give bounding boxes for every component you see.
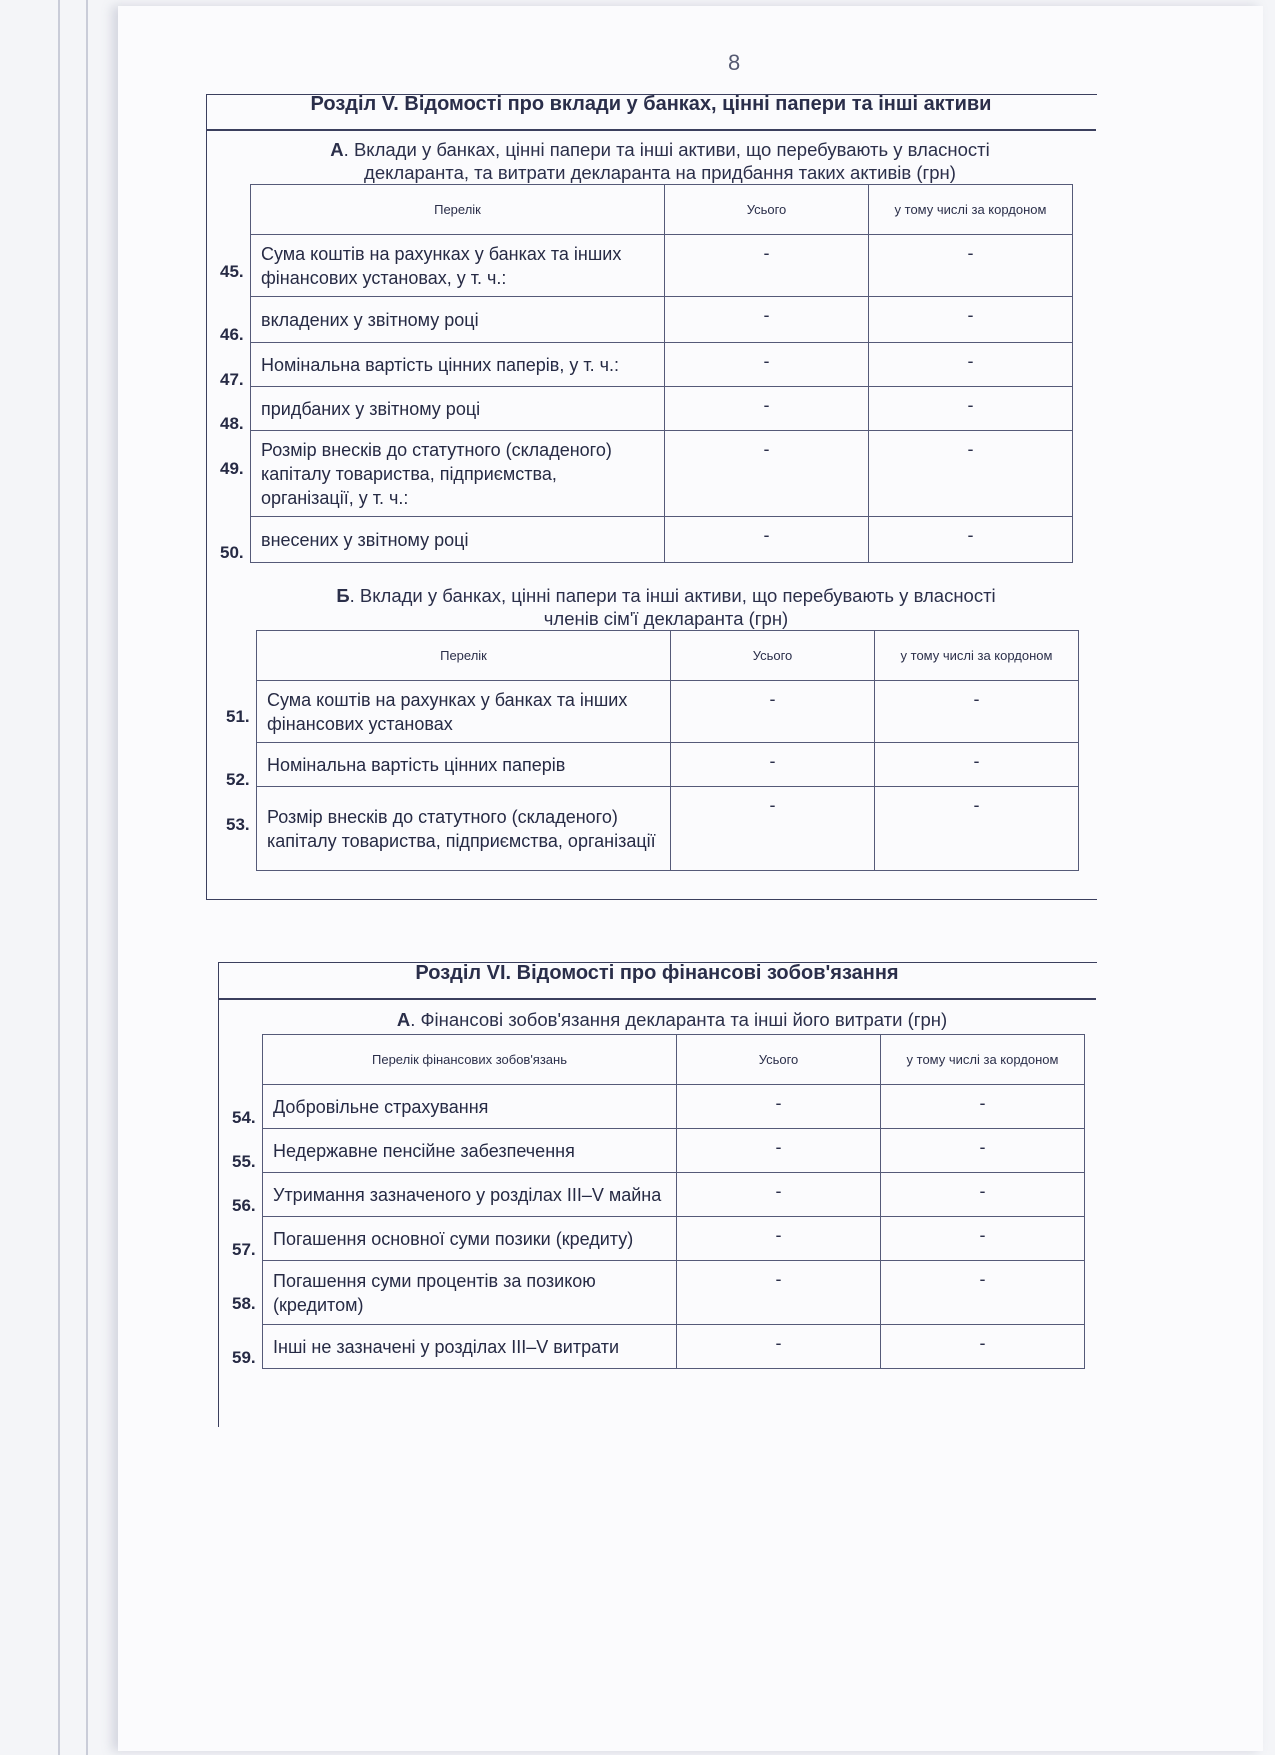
row-number: 55.	[232, 1152, 256, 1171]
row-number: 54.	[232, 1108, 256, 1127]
row-label: Недержавне пенсійне забезпечення	[263, 1129, 677, 1173]
row-abroad: -	[881, 1173, 1085, 1217]
section-5-title: Розділ V. Відомості про вклади у банках, цінні папери та інші активи	[310, 93, 992, 115]
section-5a-table	[250, 184, 1073, 563]
section-5a-title-line2: декларанта, та витрати декларанта на придбання таких активів (грн)	[364, 162, 956, 183]
row-total: -	[677, 1261, 881, 1325]
row-abroad: -	[869, 517, 1073, 563]
table-row	[263, 1173, 1085, 1217]
row-label: Добровільне страхування	[263, 1085, 677, 1129]
row-label: Сума коштів на рахунках у банках та інших фінансових установах	[257, 681, 671, 743]
row-total: -	[677, 1085, 881, 1129]
row-total: -	[677, 1173, 881, 1217]
row-abroad: -	[881, 1325, 1085, 1369]
row-total: -	[665, 235, 869, 297]
column-header-list: Перелік	[257, 631, 671, 681]
row-abroad: -	[869, 387, 1073, 431]
row-abroad: -	[881, 1261, 1085, 1325]
row-label: вкладених у звітному році	[251, 297, 665, 343]
column-header-total: Усього	[671, 631, 875, 681]
column-header-list: Перелік	[251, 185, 665, 235]
row-number: 52.	[226, 770, 250, 789]
section-5a-title-line1: . Вклади у банках, цінні папери та інші активи, що перебувають у власності	[343, 139, 990, 160]
row-number: 49.	[220, 459, 244, 478]
column-header-abroad: у тому числі за кордоном	[869, 185, 1073, 235]
table-row	[251, 235, 1073, 297]
part-letter: А	[396, 1009, 411, 1030]
section-6a-title-line1: . Фінансові зобов'язання декларанта та інші його витрати (грн)	[410, 1009, 948, 1030]
row-label: Утримання зазначеного у розділах III–V майна	[263, 1173, 677, 1217]
row-total: -	[671, 681, 875, 743]
row-number: 48.	[220, 414, 244, 433]
column-header-abroad: у тому числі за кордоном	[875, 631, 1079, 681]
section-5b-title-line2: членів сім'ї декларанта (грн)	[543, 608, 789, 629]
row-label: Розмір внесків до статутного (складеного) капіталу товариства, підприємства, організації, у т. ч.:	[251, 431, 665, 517]
page-number: 8	[728, 50, 741, 75]
part-letter: А	[330, 139, 344, 160]
row-abroad: -	[881, 1129, 1085, 1173]
row-total: -	[665, 517, 869, 563]
section-6-title: Розділ VI. Відомості про фінансові зобов'язання	[415, 962, 899, 984]
section-6a-table	[262, 1034, 1085, 1369]
row-abroad: -	[875, 681, 1079, 743]
row-label: Погашення суми процентів за позикою (кредитом)	[263, 1261, 677, 1325]
row-number: 50.	[220, 543, 244, 562]
row-total: -	[665, 431, 869, 517]
row-label: придбаних у звітному році	[251, 387, 665, 431]
table-row	[251, 343, 1073, 387]
paper-edge	[58, 0, 60, 1755]
section-5b-table	[256, 630, 1079, 871]
row-total: -	[671, 743, 875, 787]
row-total: -	[671, 787, 875, 871]
table-row	[257, 787, 1079, 871]
section-6-rule	[218, 998, 1096, 1000]
table-row	[263, 1261, 1085, 1325]
column-header-total: Усього	[665, 185, 869, 235]
row-number: 57.	[232, 1240, 256, 1259]
row-label: внесених у звітному році	[251, 517, 665, 563]
row-label: Номінальна вартість цінних паперів	[257, 743, 671, 787]
row-abroad: -	[881, 1217, 1085, 1261]
column-header-total: Усього	[677, 1035, 881, 1085]
row-abroad: -	[869, 235, 1073, 297]
row-label: Розмір внесків до статутного (складеного) капіталу товариства, підприємства, організації	[257, 787, 671, 871]
row-abroad: -	[869, 343, 1073, 387]
table-row	[263, 1129, 1085, 1173]
row-number: 51.	[226, 707, 250, 726]
row-abroad: -	[881, 1085, 1085, 1129]
table-row	[263, 1217, 1085, 1261]
table-row	[263, 1325, 1085, 1369]
row-abroad: -	[869, 431, 1073, 517]
table-row	[251, 387, 1073, 431]
row-label: Номінальна вартість цінних паперів, у т. ч.:	[251, 343, 665, 387]
section-5a-title	[250, 138, 1070, 184]
row-number: 56.	[232, 1196, 256, 1215]
row-number: 59.	[232, 1348, 256, 1367]
row-total: -	[677, 1325, 881, 1369]
row-number: 47.	[220, 370, 244, 389]
row-number: 53.	[226, 815, 250, 834]
row-abroad: -	[869, 297, 1073, 343]
column-header-abroad: у тому числі за кордоном	[881, 1035, 1085, 1085]
section-6a-title	[262, 1008, 1082, 1031]
section-5-rule	[206, 129, 1096, 131]
table-row	[257, 681, 1079, 743]
row-number: 58.	[232, 1294, 256, 1313]
paper-edge	[86, 0, 88, 1755]
row-total: -	[665, 297, 869, 343]
row-total: -	[665, 387, 869, 431]
row-total: -	[677, 1129, 881, 1173]
row-label: Сума коштів на рахунках у банках та інших фінансових установах, у т. ч.:	[251, 235, 665, 297]
row-number: 46.	[220, 325, 244, 344]
table-row	[257, 743, 1079, 787]
section-5b-title-line1: . Вклади у банках, цінні папери та інші активи, що перебувають у власності	[349, 585, 996, 606]
row-total: -	[677, 1217, 881, 1261]
table-row	[263, 1085, 1085, 1129]
part-letter: Б	[336, 585, 350, 606]
column-header-list: Перелік фінансових зобов'язань	[263, 1035, 677, 1085]
row-label: Інші не зазначені у розділах III–V витрати	[263, 1325, 677, 1369]
row-abroad: -	[875, 743, 1079, 787]
row-abroad: -	[875, 787, 1079, 871]
row-label: Погашення основної суми позики (кредиту)	[263, 1217, 677, 1261]
table-row	[251, 517, 1073, 563]
table-row	[251, 431, 1073, 517]
row-total: -	[665, 343, 869, 387]
section-5b-title	[256, 584, 1076, 630]
table-row	[251, 297, 1073, 343]
row-number: 45.	[220, 262, 244, 281]
